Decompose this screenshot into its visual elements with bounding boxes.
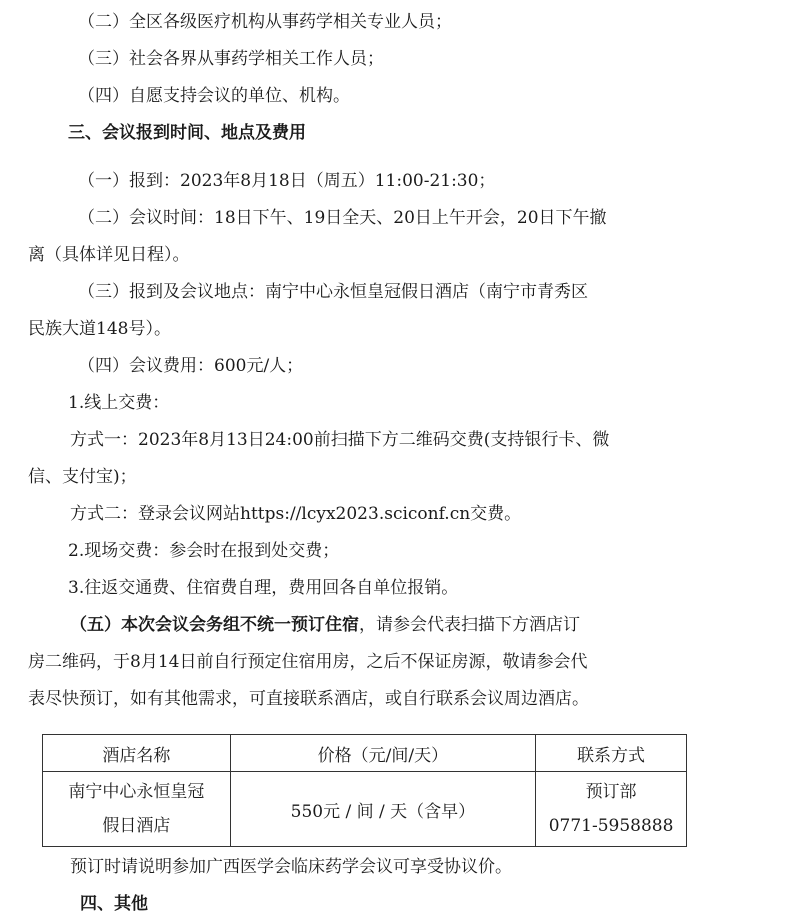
location-2: 民族大道148号）。: [28, 319, 171, 339]
booking-note: 预订时请说明参加广西医学会临床药学会议可享受协议价。: [70, 857, 512, 877]
location-1: （三）报到及会议地点：南宁中心永恒皇冠假日酒店（南宁市青秀区: [78, 282, 588, 302]
hotel-note-line-3: 表尽快预订，如有其他需求，可直接联系酒店，或自行联系会议周边酒店。: [28, 689, 589, 709]
hotel-note-rest: ，请参会代表扫描下方酒店订: [359, 615, 580, 635]
header-hotel-name: 酒店名称: [43, 735, 231, 772]
hotel-contact-cell: [536, 772, 687, 847]
meeting-time-1: （二）会议时间：18日下午、19日全天、20日上午开会，20日下午撤: [78, 208, 607, 228]
meeting-time-2: 离（具体详见日程）。: [28, 245, 190, 265]
hotel-price-cell: 550元 / 间 / 天（含早）: [230, 772, 535, 847]
contact-dept: 预订部: [585, 782, 637, 802]
fee: （四）会议费用：600元/人；: [78, 356, 304, 376]
section-3-title: 三、会议报到时间、地点及费用: [68, 123, 306, 143]
method-2: 方式二：登录会议网站https://lcyx2023.sciconf.cn交费。: [70, 504, 522, 524]
hotel-note-line-2: 房二维码，于8月14日前自行预定住宿用房，之后不保证房源，敬请参会代: [28, 652, 588, 672]
hotel-name-line-1: 南宁中心永恒皇冠: [68, 782, 205, 802]
hotel-table-header-row: [43, 735, 687, 772]
section-4-title: 四、其他: [80, 894, 148, 914]
method-1-line-2: 信、支付宝)；: [28, 467, 137, 487]
hotel-name-line-2: 假日酒店: [102, 816, 171, 836]
online-payment: 1.线上交费：: [68, 393, 170, 413]
method-1-line-1: 方式一：2023年8月13日24:00前扫描下方二维码交费(支持银行卡、微: [70, 430, 610, 450]
checkin: （一）报到：2023年8月18日（周五）11:00-21:30；: [78, 171, 496, 191]
item-3: （三）社会各界从事药学相关工作人员；: [78, 49, 384, 69]
item-2: （二）全区各级医疗机构从事药学相关专业人员；: [78, 12, 452, 32]
hotel-name-cell: [43, 772, 231, 847]
onsite-payment: 2.现场交费：参会时在报到处交费；: [68, 541, 340, 561]
item-4: （四）自愿支持会议的单位、机构。: [78, 86, 350, 106]
header-contact: 联系方式: [536, 735, 687, 772]
travel-expense: 3.往返交通费、住宿费自理，费用回各自单位报销。: [68, 578, 459, 598]
hotel-note-line-1: [70, 614, 580, 636]
hotel-note-bold: （五）本次会议会务组不统一预订住宿: [70, 615, 359, 635]
table-row: [43, 772, 687, 847]
header-price: 价格（元/间/天）: [230, 735, 535, 772]
contact-phone: 0771-5958888: [548, 816, 674, 836]
hotel-table: [42, 734, 687, 847]
